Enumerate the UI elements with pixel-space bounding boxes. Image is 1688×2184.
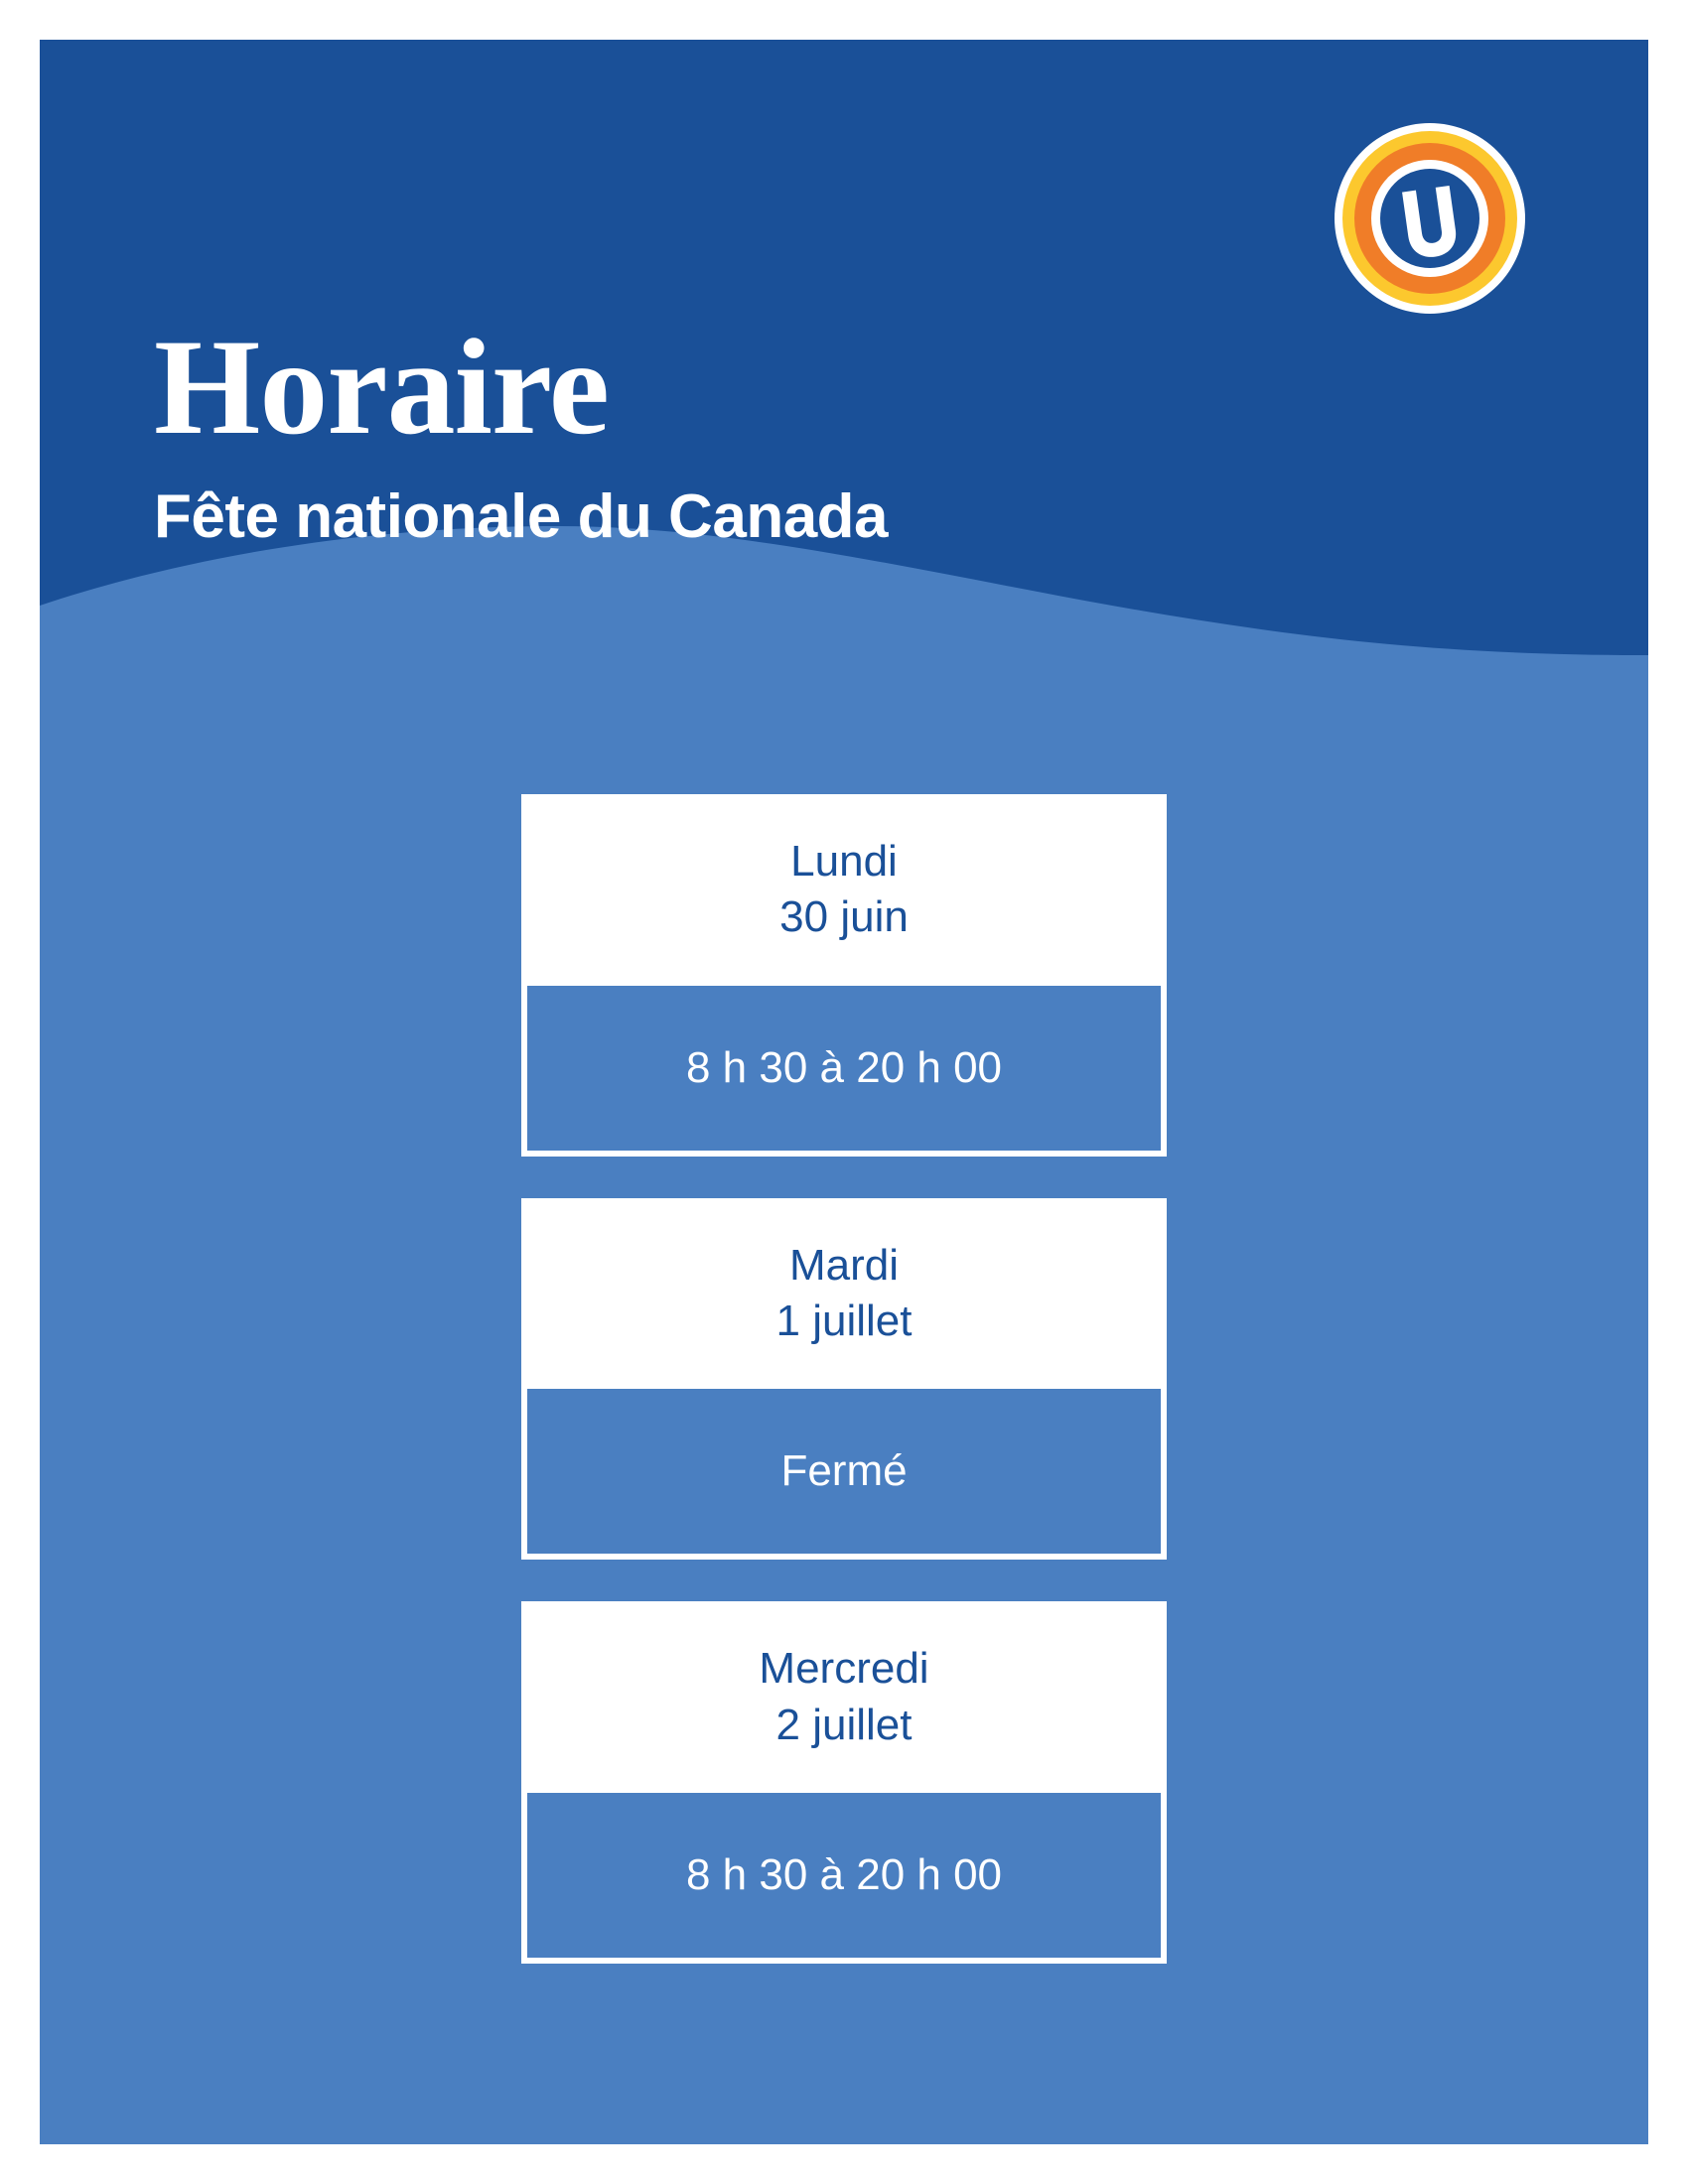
poster xyxy=(40,40,1648,2144)
schedule-card xyxy=(521,1198,1167,1561)
day-hours: 8 h 30 à 20 h 00 xyxy=(521,980,1161,1151)
day-date: 1 juillet xyxy=(775,1296,913,1345)
day-hours: 8 h 30 à 20 h 00 xyxy=(521,1787,1161,1958)
page-subtitle: Fête nationale du Canada xyxy=(154,481,889,551)
universite-laval-logo xyxy=(1333,121,1527,316)
card-day-header xyxy=(527,1204,1161,1384)
schedule-card xyxy=(521,1601,1167,1964)
schedule-card xyxy=(521,794,1167,1157)
title-block xyxy=(154,311,1345,551)
card-day-header xyxy=(527,800,1161,980)
day-date: 30 juin xyxy=(779,892,909,942)
day-name: Mercredi xyxy=(759,1644,929,1694)
day-name: Lundi xyxy=(790,837,898,886)
day-date: 2 juillet xyxy=(775,1700,913,1749)
schedule-list xyxy=(40,794,1648,2005)
page-title: Horaire xyxy=(154,311,609,463)
day-hours: Fermé xyxy=(521,1383,1161,1554)
day-name: Mardi xyxy=(788,1240,900,1290)
card-day-header xyxy=(527,1607,1161,1787)
